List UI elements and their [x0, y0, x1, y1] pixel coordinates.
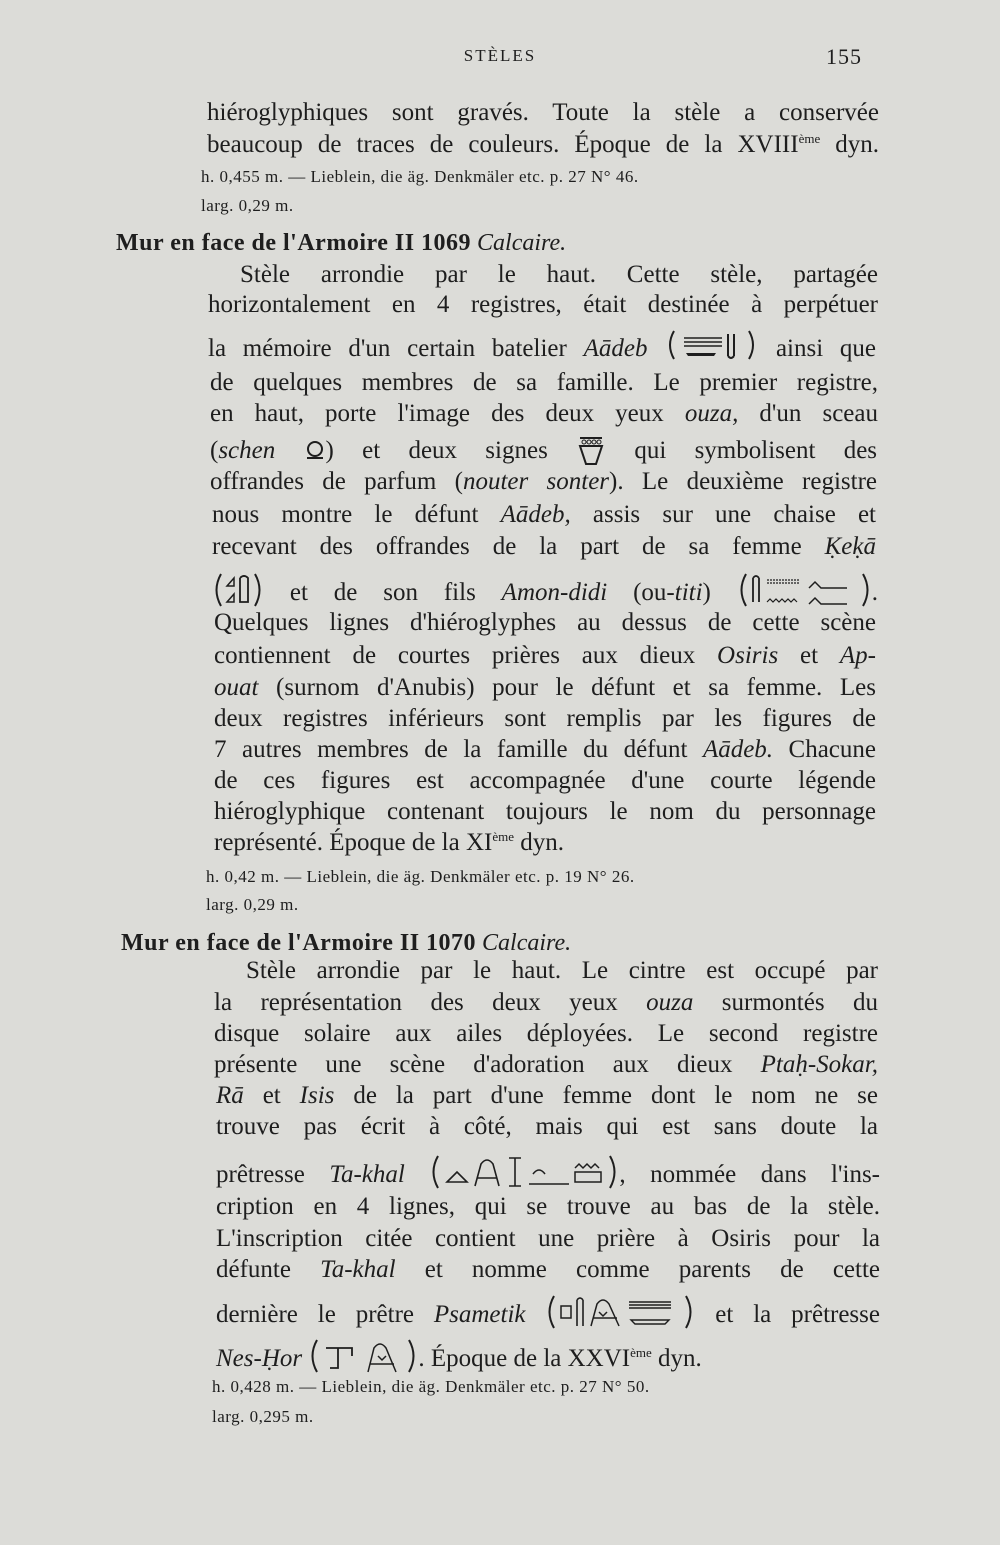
text-line: prêtresse Ta-khal , nommée dans l'ins-: [216, 1152, 880, 1192]
measurement-width: larg. 0,295 m.: [212, 1407, 314, 1426]
text-line: hiéroglyphiques sont gravés. Toute la stèle a conservée: [207, 99, 879, 126]
text-line: de quelques membres de sa famille. Le premier registre,: [210, 369, 878, 396]
hieroglyph-icon: [664, 328, 759, 362]
text-line: en haut, porte l'image des deux yeux ouza, d'un sceau: [210, 400, 878, 427]
entry-heading: Mur en face de l'Armoire II 1069 Calcaire.: [116, 230, 567, 256]
text-line: la mémoire d'un certain batelier Aādeb ainsi que: [208, 328, 876, 364]
text-line: 7 autres membres de la famille du défunt Aādeb. Chacune: [214, 736, 876, 763]
shen-ring-icon: [304, 439, 326, 461]
text-line: cription en 4 lignes, qui se trouve au bas de la stèle.: [216, 1193, 880, 1220]
text-line: Rā et Isis de la part d'une femme dont le nom ne se: [216, 1082, 878, 1109]
text-line: et de son fils Amon-didi (ou-titi) .: [212, 570, 878, 610]
entry-heading: Mur en face de l'Armoire II 1070 Calcaire.: [121, 930, 572, 956]
text-line: Nes-Ḥor . Époque de la XXVIème dyn.: [216, 1336, 702, 1376]
text-line: recevant des offrandes de la part de sa femme Ḳeḳā: [212, 533, 876, 560]
text-line: (schen ) et deux signes qui symbolisent des: [210, 434, 877, 466]
text-line: disque solaire aux ailes déployées. Le second registre: [214, 1020, 878, 1047]
measurement-width: larg. 0,29 m.: [201, 196, 294, 215]
text-line: ouat (surnom d'Anubis) pour le défunt et sa femme. Les: [214, 674, 876, 701]
measurement-height: h. 0,428 m. — Lieblein, die äg. Denkmäler etc. p. 27 N° 50.: [212, 1377, 650, 1396]
page-number: 155: [826, 44, 862, 69]
text-line: contiennent de courtes prières aux dieux Osiris et Ap-: [214, 642, 876, 669]
cartouche-ta-khal: [429, 1152, 619, 1192]
text-line: offrandes de parfum (nouter sonter). Le deuxième registre: [210, 468, 878, 495]
text-line: hiéroglyphique contenant toujours le nom du personnage: [214, 798, 876, 825]
cartouche-psametik: [545, 1292, 695, 1332]
text-line: nous montre le défunt Aādeb, assis sur une chaise et: [212, 501, 877, 528]
cartouche-nes-hor: [308, 1336, 418, 1376]
running-header: STÈLES: [463, 46, 537, 65]
text-line: la représentation des deux yeux ouza surmontés du: [214, 989, 878, 1016]
text-line: horizontalement en 4 registres, était destinée à perpétuer: [208, 291, 878, 318]
text-line: représenté. Époque de la XIème dyn.: [214, 829, 565, 856]
text-line: Stèle arrondie par le haut. Cette stèle, partagée: [240, 261, 878, 288]
text-line: L'inscription citée contient une prière à Osiris pour la: [216, 1225, 880, 1252]
measurement-height: h. 0,42 m. — Lieblein, die äg. Denkmäler etc. p. 19 N° 26.: [206, 867, 635, 886]
text-line: trouve pas écrit à côté, mais qui est sans doute la: [216, 1113, 878, 1140]
perfume-jar-icon: [576, 434, 606, 466]
text-line: de ces figures est accompagnée d'une courte légende: [214, 767, 876, 794]
text-line: Stèle arrondie par le haut. Le cintre est occupé par: [246, 957, 878, 984]
measurement-height: h. 0,455 m. — Lieblein, die äg. Denkmäler etc. p. 27 N° 46.: [201, 167, 639, 186]
cartouche-amon-didi: [737, 570, 872, 610]
text-line: deux registres inférieurs sont remplis par les figures de: [214, 705, 876, 732]
text-line: Quelques lignes d'hiéroglyphes au dessus de cette scène: [214, 609, 876, 636]
text-line: défunte Ta-khal et nomme comme parents de cette: [216, 1256, 880, 1283]
text-line: présente une scène d'adoration aux dieux Ptaḥ-Sokar,: [214, 1051, 878, 1078]
text-line: dernière le prêtre Psametik et la prêtresse: [216, 1292, 880, 1332]
cartouche-aadeb: [664, 328, 759, 362]
text-line: beaucoup de traces de couleurs. Époque de la XVIIIème dyn.: [207, 131, 879, 158]
measurement-width: larg. 0,29 m.: [206, 895, 299, 914]
cartouche-keka: [212, 570, 264, 610]
